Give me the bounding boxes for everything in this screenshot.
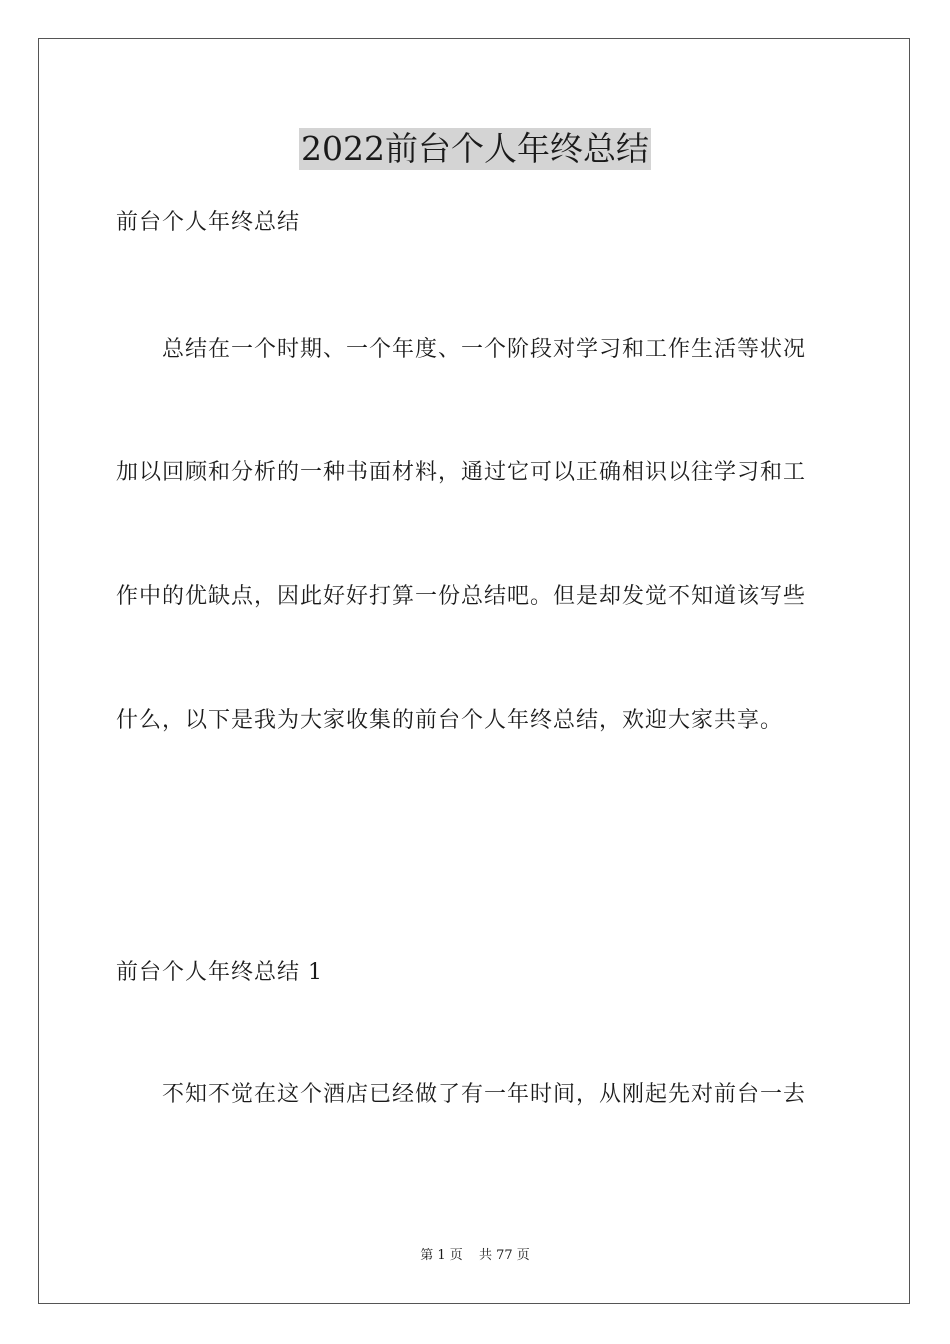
intro-line-4: 什么，以下是我为大家收集的前台个人年终总结，欢迎大家共享。 [116, 708, 784, 733]
title-container [0, 128, 950, 170]
page-footer [0, 1247, 950, 1265]
intro-line-3: 作中的优缺点，因此好好打算一份总结吧。但是却发觉不知道该写些 [116, 584, 807, 609]
document-title: 2022前台个人年终总结 [301, 129, 649, 168]
page-total: 共 77 页 [478, 1248, 530, 1263]
section-heading: 前台个人年终总结 1 [116, 960, 323, 985]
intro-line-2: 加以回顾和分析的一种书面材料，通过它可以正确相识以往学习和工 [116, 460, 807, 485]
intro-line-1: 总结在一个时期、一个年度、一个阶段对学习和工作生活等状况 [116, 337, 807, 362]
page-number: 第 1 页 [420, 1248, 463, 1263]
document-subtitle: 前台个人年终总结 [116, 210, 301, 235]
section-line-1: 不知不觉在这个酒店已经做了有一年时间，从刚起先对前台一去 [116, 1082, 807, 1107]
